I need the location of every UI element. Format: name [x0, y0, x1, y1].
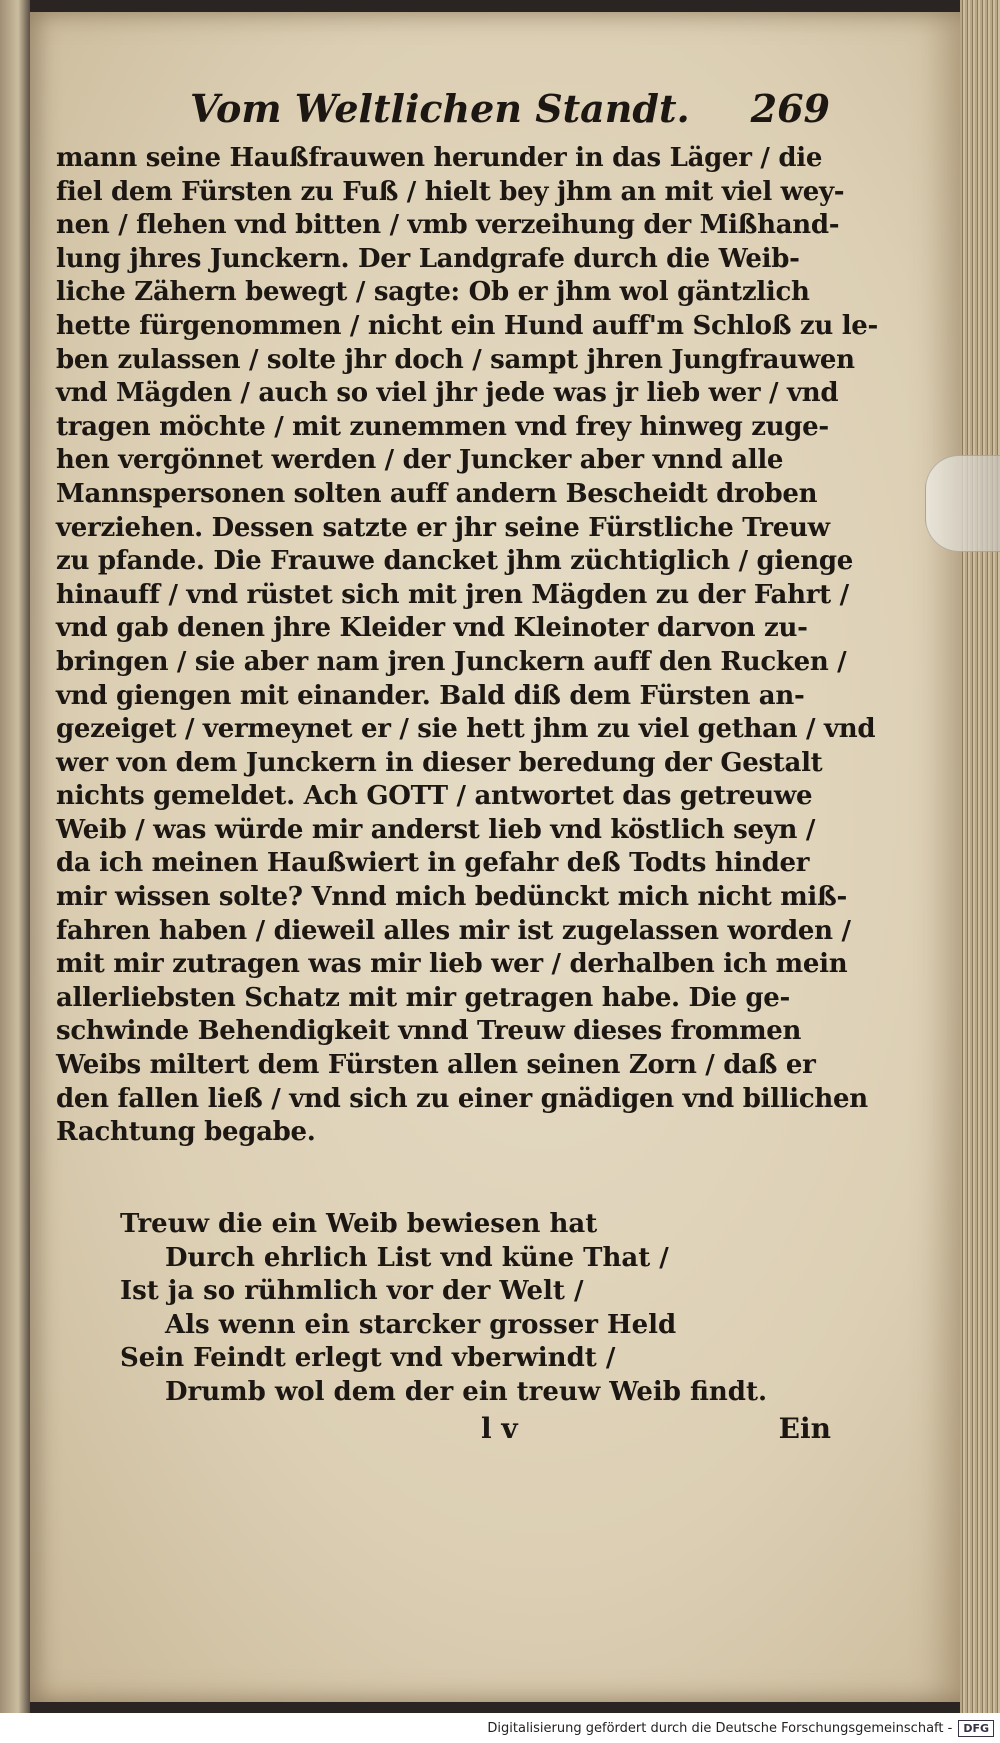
verse-block — [120, 1208, 780, 1410]
body-line: nichts gemeldet. Ach GOTT / antwortet das getreuwe — [56, 781, 813, 812]
body-line: Rachtung begabe. — [56, 1117, 316, 1148]
body-line: Weib / was würde mir anderst lieb vnd köstlich seyn / — [56, 814, 816, 845]
verse-line: Treuw die ein Weib bewiesen hat — [120, 1209, 598, 1239]
page-fore-edge — [960, 0, 1000, 1713]
verse-line: Durch ehrlich List vnd küne That / — [165, 1242, 669, 1273]
body-line: verziehen. Dessen satzte er jhr seine Fürstliche Treuw — [56, 512, 830, 543]
body-line: schwinde Behendigkeit vnnd Treuw dieses frommen — [56, 1016, 802, 1047]
body-line: hette fürgenommen / nicht ein Hund auff'm Schloß zu le- — [56, 310, 879, 341]
body-line: hinauff / vnd rüstet sich mit jren Mägden zu der Fahrt / — [56, 579, 849, 610]
running-title: Vom Weltlichen Standt. — [190, 86, 690, 131]
running-header — [190, 86, 830, 136]
body-line: Mannspersonen solten auff andern Bescheidt droben — [56, 478, 818, 509]
body-line: zu pfande. Die Frauwe dancket jhm züchtiglich / gienge — [56, 546, 853, 577]
body-line: nen / flehen vnd bitten / vmb verzeihung der Mißhand- — [56, 210, 840, 241]
body-line: mann seine Haußfrauwen herunder in das Läger / die — [56, 143, 823, 173]
verse-line: Sein Feindt erlegt vnd vberwindt / — [120, 1343, 616, 1374]
body-line: gezeiget / vermeynet er / sie hett jhm zu viel gethan / vnd — [56, 714, 876, 745]
body-line: ben zulassen / solte jhr doch / sampt jhren Jungfrauwen — [56, 344, 855, 375]
credit-text: Digitalisierung gefördert durch die Deutsche Forschungsgemeinschaft - — [487, 1720, 953, 1736]
body-line: da ich meinen Haußwiert in gefahr deß Todts hinder — [56, 848, 810, 879]
body-line: fiel dem Fürsten zu Fuß / hielt bey jhm an mit viel wey- — [56, 176, 845, 207]
dfg-logo: DFG — [958, 1720, 994, 1737]
body-line: bringen / sie aber nam jren Junckern auff den Rucken / — [56, 646, 847, 677]
body-line: den fallen ließ / vnd sich zu einer gnädigen vnd billichen — [56, 1083, 868, 1114]
facing-page-edge — [0, 0, 30, 1713]
verse-line: Drumb wol dem der ein treuw Weib findt. — [165, 1376, 768, 1407]
body-line: mir wissen solte? Vnnd mich bedünckt mich nicht miß- — [56, 882, 847, 913]
verse-line: Ist ja so rühmlich vor der Welt / — [120, 1276, 584, 1307]
body-line: fahren haben / dieweil alles mir ist zugelassen worden / — [56, 915, 851, 946]
body-line: hen vergönnet werden / der Juncker aber vnnd alle — [56, 445, 784, 476]
body-line: lung jhres Junckern. Der Landgrafe durch die Weib- — [56, 243, 800, 274]
page-footer — [56, 1412, 831, 1452]
page-number: 269 — [750, 86, 830, 131]
body-line: allerliebsten Schatz mit mir getragen habe. Die ge- — [56, 982, 790, 1013]
body-line: liche Zähern bewegt / sagte: Ob er jhm wol gäntzlich — [56, 277, 810, 308]
body-line: mit mir zutragen was mir lieb wer / derhalben ich mein — [56, 949, 848, 980]
body-line: wer von dem Junckern in dieser beredung der Gestalt — [56, 747, 823, 778]
body-line: vnd Mägden / auch so viel jhr jede was jr lieb wer / vnd — [56, 378, 839, 409]
catchword: Ein — [778, 1412, 831, 1445]
signature-mark: l v — [481, 1412, 518, 1445]
body-line: Weibs miltert dem Fürsten allen seinen Zorn / daß er — [56, 1050, 816, 1081]
page-clip — [925, 455, 1000, 552]
body-line: tragen möchte / mit zunemmen vnd frey hinweg zuge- — [56, 411, 829, 442]
body-line: vnd giengen mit einander. Bald diß dem Fürsten an- — [56, 680, 805, 711]
body-line: vnd gab denen jhre Kleider vnd Kleinoter darvon zu- — [56, 613, 808, 644]
verse-line: Als wenn ein starcker grosser Held — [165, 1309, 677, 1340]
body-text — [56, 142, 879, 1150]
credit-bar — [0, 1713, 1000, 1743]
